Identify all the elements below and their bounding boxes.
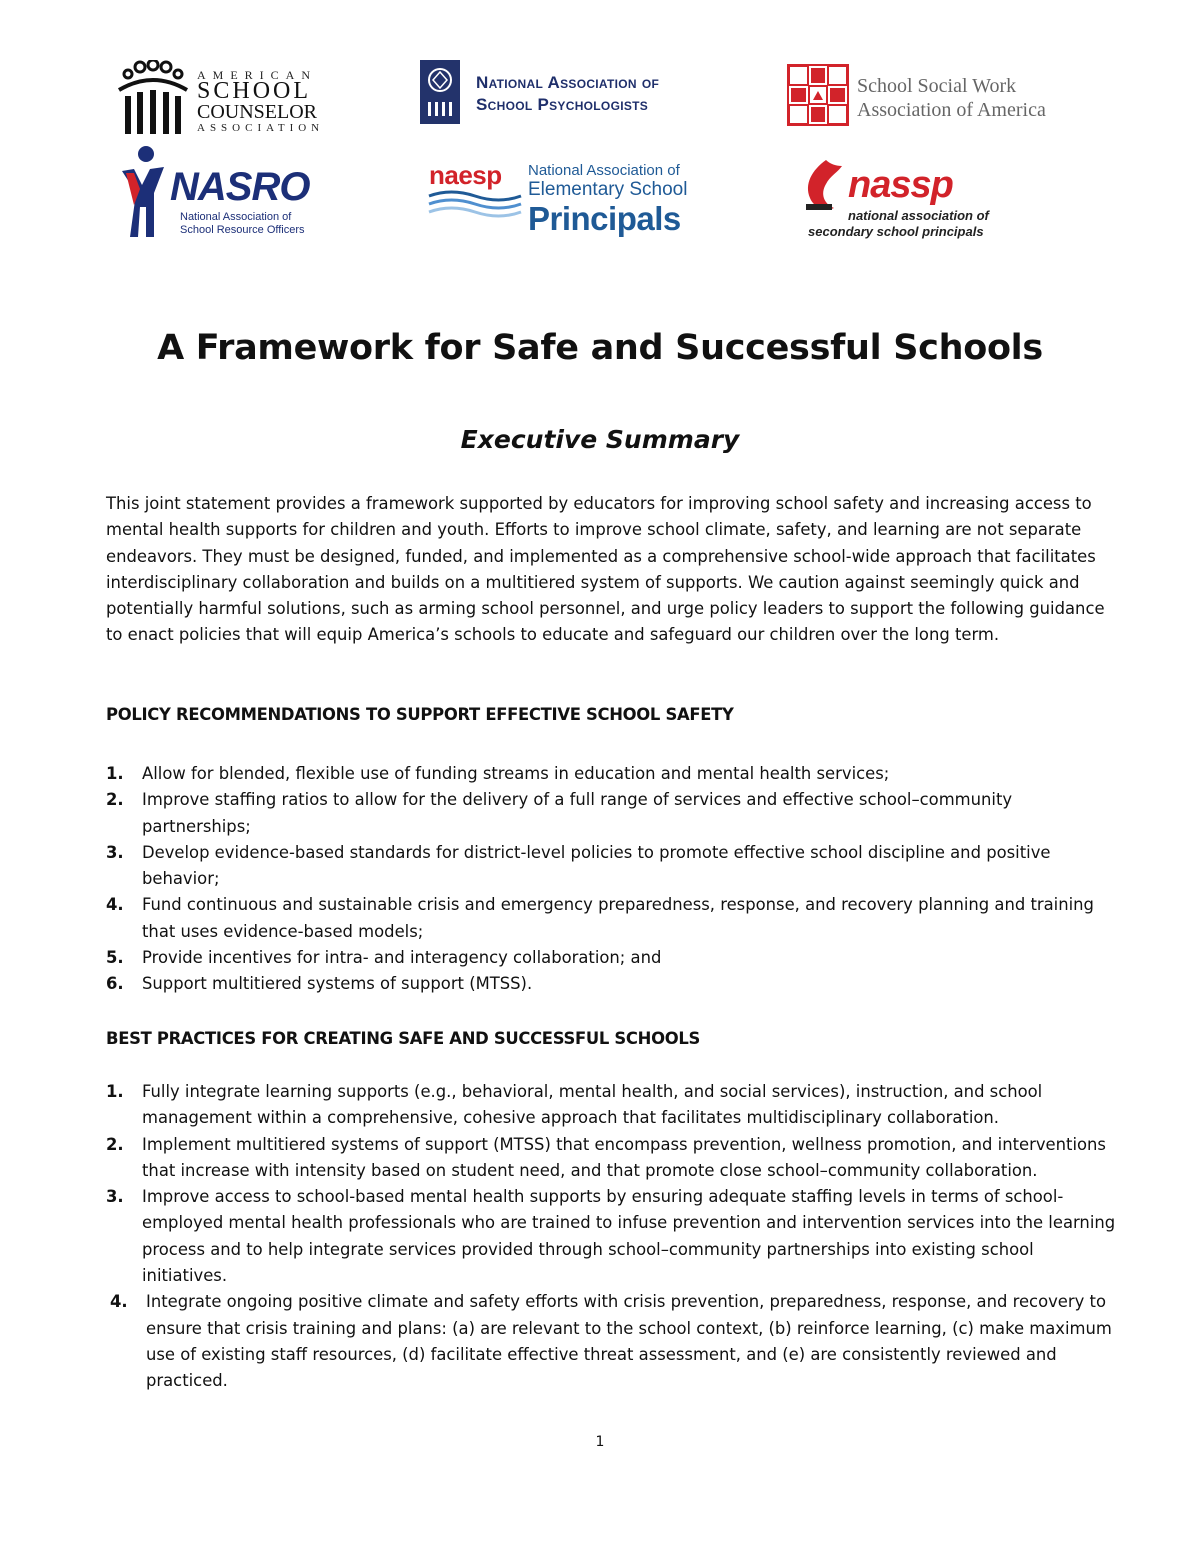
nasro-acronym: NASRO [170, 165, 310, 209]
naesp-logo [425, 160, 715, 242]
list-item-text: Fund continuous and sustainable crisis and emergency preparedness, response, and recovery planning and training that uses evidence-based models; [142, 895, 1094, 941]
nassp-flame-icon [800, 158, 850, 218]
policy-list [106, 761, 1116, 998]
list-item-text: Implement multitiered systems of support (MTSS) that encompass prevention, wellness promotion, and interventions that increase with intensity based on student need, and that promote close school–community collaboration. [142, 1134, 1106, 1180]
list-item-text: Fully integrate learning supports (e.g., behavioral, mental health, and social services), instruction, and school management within a comprehensive, cohesive approach that facilitates multidisciplinary collaboration. [142, 1082, 1043, 1128]
nasp-name [476, 72, 659, 116]
sswaa-line-2: Association of America [857, 99, 1046, 121]
asca-line-4: ASSOCIATION [197, 122, 325, 134]
intro-paragraph: This joint statement provides a framework supported by educators for improving school safety and increasing access to mental health supports for children and youth. Efforts to improve school climate, safety, and learning are not separate endeavors. They must be designed, funded, and implemented as a comprehensive school-wide approach that facilitates interdisciplinary collaboration and builds on a multitiered system of supports. We caution against seemingly quick and potentially harmful solutions, such as arming school personnel, and urge policy leaders to support the following guidance to enact policies that will equip America’s schools to educate and safeguard our children over the long term. [106, 494, 1105, 645]
nassp-line-2: secondary school principals [808, 224, 984, 239]
list-item-number: 2. [106, 1134, 124, 1154]
list-item [106, 945, 1116, 971]
naesp-acronym: naesp [429, 160, 502, 190]
list-item [106, 971, 1116, 997]
page-number: 1 [595, 1434, 605, 1450]
list-item-number: 1. [106, 764, 124, 783]
list-item-text: Provide incentives for intra- and interagency collaboration; and [142, 948, 662, 968]
list-item-number: 6. [106, 974, 124, 994]
list-item [106, 1184, 1116, 1289]
list-item [106, 1132, 1116, 1185]
list-item [106, 761, 1116, 787]
nassp-acronym: nassp [848, 164, 953, 206]
naesp-line-2: Elementary School [528, 179, 688, 200]
list-item-number: 1. [106, 1082, 124, 1101]
page-subtitle: Executive Summary [460, 425, 740, 454]
list-item-number: 2. [106, 790, 124, 810]
nasro-line-1: National Association of [180, 211, 292, 223]
list-item-text: Support multitiered systems of support (MTSS). [142, 974, 533, 994]
nasp-logo [418, 58, 698, 128]
nasro-logo [120, 145, 340, 245]
list-item [106, 1079, 1116, 1132]
sswaa-line-1: School Social Work [857, 75, 1017, 97]
list-item-number: 5. [106, 948, 124, 968]
page-title: A Framework for Safe and Successful Schools [157, 328, 1043, 368]
asca-logo [115, 58, 325, 136]
nasro-figure-icon [120, 145, 176, 241]
practices-heading: BEST PRACTICES FOR CREATING SAFE AND SUCCESSFUL SCHOOLS [106, 1029, 700, 1048]
list-item-number: 3. [106, 842, 124, 862]
asca-line-1: AMERICAN [197, 68, 318, 82]
nassp-logo [800, 158, 1060, 243]
sswaa-name [857, 74, 1046, 122]
policy-heading: POLICY RECOMMENDATIONS TO SUPPORT EFFECTIVE SCHOOL SAFETY [106, 705, 734, 724]
list-item-text: Integrate ongoing positive climate and safety efforts with crisis prevention, preparedness, response, and recovery to ensure that crisis training and plans: (a) are relevant to the school context, (b) reinforce learning, (c) make maximum use of existing staff resources, (d) facilitate effective threat assessment, and (e) are consistently reviewed and practiced. [146, 1292, 1112, 1391]
list-item-text: Develop evidence-based standards for district-level policies to promote effective school discipline and positive behavior; [142, 842, 1051, 889]
list-item-number: 4. [106, 895, 124, 915]
naesp-line-3: Principals [528, 200, 681, 237]
list-item-number: 3. [106, 1187, 124, 1207]
list-item-text: Improve staffing ratios to allow for the delivery of a full range of services and effective school–community partnerships; [142, 790, 1013, 836]
asca-emblem-icon [115, 60, 191, 136]
nasro-subtitle [180, 211, 305, 237]
list-item [106, 892, 1116, 945]
list-item-number: 4. [110, 1292, 128, 1312]
nassp-line-1: national association of [848, 208, 989, 223]
list-item [106, 787, 1116, 840]
sswaa-logo [787, 64, 1077, 129]
list-item-text: Allow for blended, flexible use of funding streams in education and mental health services; [142, 764, 890, 783]
nasp-emblem-icon [420, 60, 460, 124]
sswaa-emblem-icon [787, 64, 849, 126]
nasro-line-2: School Resource Officers [180, 224, 305, 236]
list-item [106, 840, 1116, 893]
asca-line-3: COUNSELOR [197, 101, 318, 123]
list-item-text: Improve access to school-based mental health supports by ensuring adequate staffing levels in terms of school-employed mental health professionals who are trained to infuse prevention and intervention services into the learning process and to help integrate services provided through school–community partnerships into existing school initiatives. [142, 1187, 1116, 1286]
practices-list [106, 1079, 1116, 1395]
asca-line-2: SCHOOL [197, 78, 312, 104]
nasp-line-2: School Psychologists [476, 95, 649, 114]
list-item [106, 1289, 1116, 1394]
nasp-line-1: National Association of [476, 73, 660, 92]
naesp-waves-icon [427, 190, 523, 220]
naesp-line-1: National Association of [528, 162, 680, 179]
